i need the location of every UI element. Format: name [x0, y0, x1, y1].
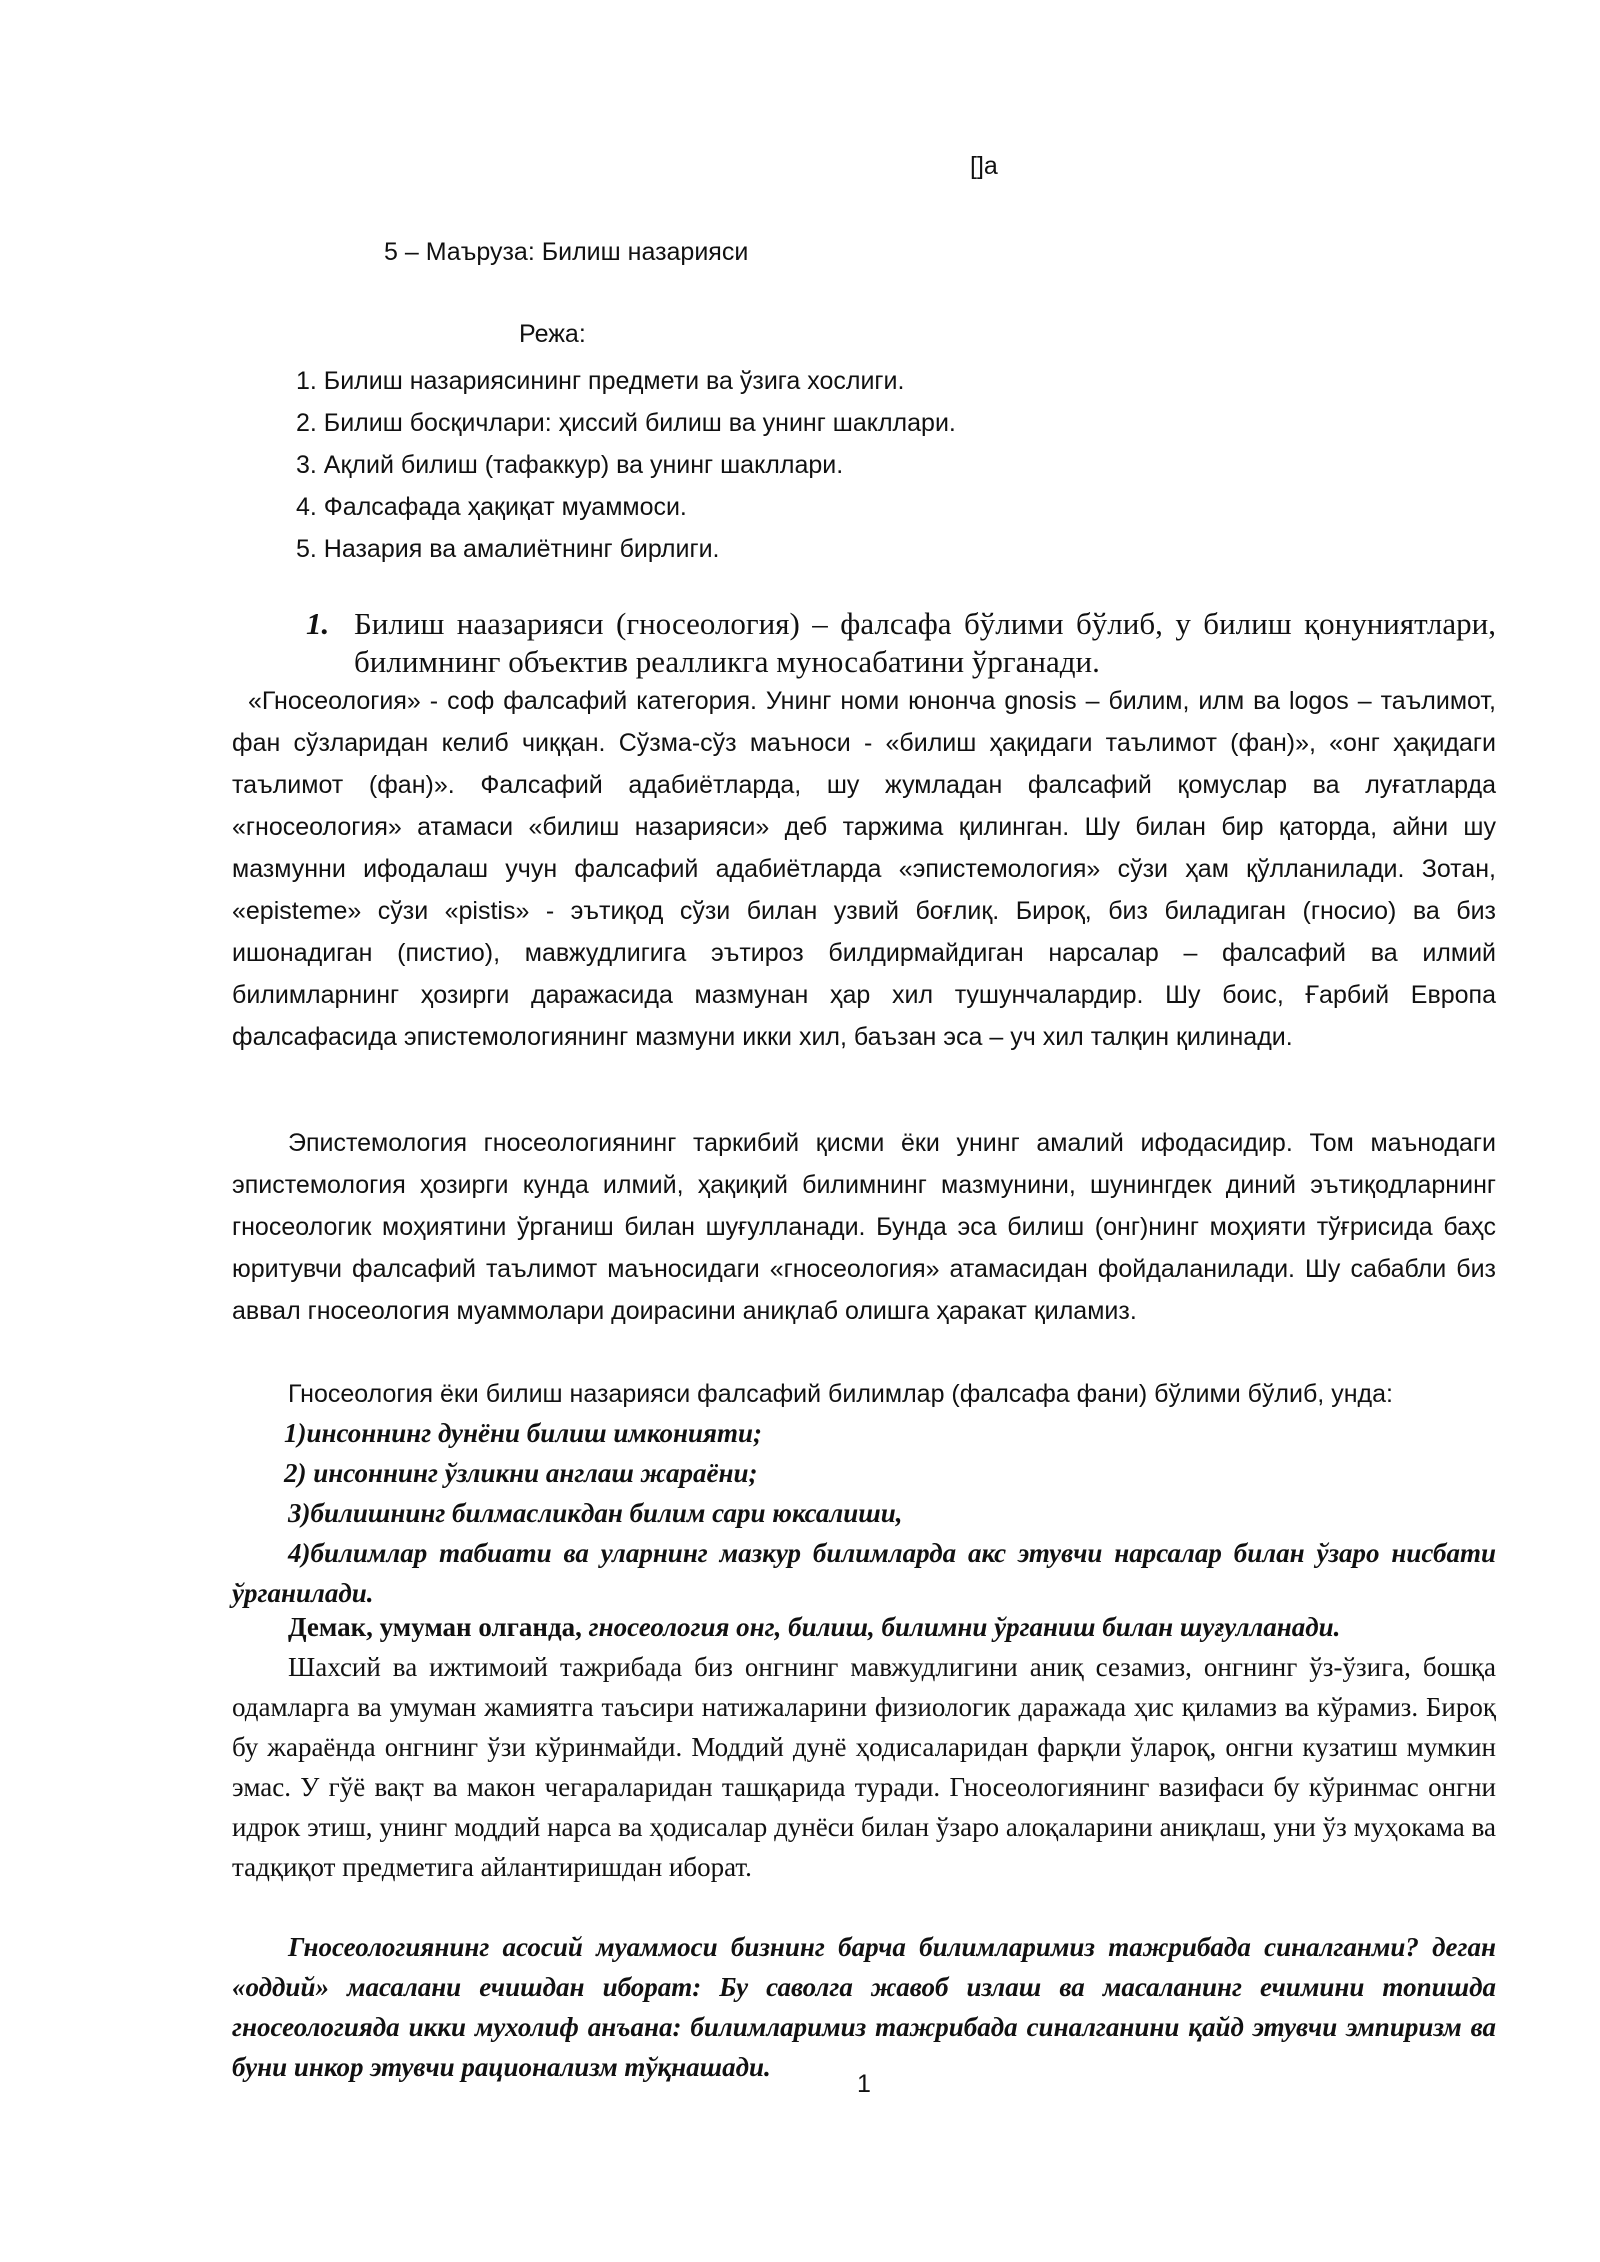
topics-list-item: 1)инсоннинг дунёни билиш имконияти;: [284, 1418, 762, 1448]
paragraph-intro-list: Гносеология ёки билиш назарияси фалсафий билимлар (фалсафа фани) бўлими бўлиб, унда:: [288, 1380, 1393, 1408]
paragraph-epistemologiya: Эпистемология гносеологиянинг таркибий қисми ёки унинг амалий ифодасидир. Том маънодаги эпистемология ҳозирги кунда илмий, ҳақиқий билимнинг мазмунини, шунингдек диний эътиқодларнинг гносеологик моҳиятини ўрганиш билан шуғулланади. Бунда эса билиш (онг)нинг моҳияти тўғрисида баҳс юритувчи фалсафий таълимот маъносидаги «гносеология» атамасидан фойдаланилади. Шу сабабли биз аввал гносеология муаммолари доирасини аниқлаб олишга ҳаракат қиламиз.: [232, 1129, 1496, 1325]
topics-list-item: 3)билишнинг билмасликдан билим сари юксалиши,: [288, 1498, 903, 1528]
section-heading-text: Билиш наазарияси (гносеология) – фалсафа бўлими бўлиб, у билиш қонуниятлари, билимнинг объектив реалликга муносабатини ўрганади.: [354, 606, 1496, 679]
plan-item: 4. Фалсафада ҳақиқат муаммоси.: [296, 493, 687, 521]
section-heading: [306, 605, 1496, 681]
paragraph-gnoseologiya: «Гносеология» - соф фалсафий категория. Унинг номи юнонча gnosis – билим, илм ва logos – таълимот, фан сўзларидан келиб чиққан. Сўзма-сўз маъноси - «билиш ҳақидаги таълимот (фан)», «онг ҳақидаги таълимот (фан)». Фалсафий адабиётларда, шу жумладан фалсафий қомуслар ва луғатларда «гносеология» атамаси «билиш назарияси» деб таржима қилинган. Шу билан бир қаторда, айни шу мазмунни ифодалаш учун фалсафий адабиётларда «эпистемология» сўзи ҳам қўлланилади. Зотан, «episteme» сўзи «pistis» - эътиқод сўзи билан узвий боғлиқ. Бироқ, биз биладиган (гносио) ва биз ишонадиган (пистио), мавжудлигига эътироз билдирмайдиган нарсалар – фалсафий ва илмий билимларнинг ҳозирги даражасида мазмунан ҳар хил тушунчалардир. Шу боис, Ғарбий Европа фалсафасида эпистемологиянинг мазмуни икки хил, баъзан эса – уч хил талқин қилинади.: [232, 687, 1496, 1051]
topics-list-item: 2) инсоннинг ўзликни англаш жараёни;: [284, 1458, 758, 1488]
plan-title: Режа:: [519, 320, 586, 348]
plan-item: 1. Билиш назариясининг предмети ва ўзига хослиги.: [296, 367, 905, 395]
paragraph-consciousness: [232, 1647, 1496, 1887]
plan-item: 2. Билиш босқичлари: ҳиссий билиш ва унинг шакллари.: [296, 409, 956, 437]
paragraph-consciousness-text: Шахсий ва ижтимоий тажрибада биз онгнинг мавжудлигини аниқ сезамиз, онгнинг ўз-ўзига, бошқа одамларга ва умуман жамиятга таъсири натижаларини физиологик даражада ҳис қиламиз ва кўрамиз. Бироқ бу жараёнда онгнинг ўзи кўринмайди. Моддий дунё ҳодисаларидан фарқли ўлароқ, онгни кузатиш мумкин эмас. У гўё вақт ва макон чегараларидан ташқарида туради. Гносеологиянинг вазифаси бу кўринмас онгни идрок этиш, унинг моддий нарса ва ҳодисалар дунёси билан ўзаро алоқаларини аниқлаш, уни ўз муҳокама ва тадқиқот предметига айлантиришдан иборат.: [232, 1652, 1496, 1882]
lecture-title: 5 – Маъруза: Билиш назарияси: [384, 238, 749, 266]
page-number: 1: [857, 2070, 871, 2098]
plan-item: 3. Ақлий билиш (тафаккур) ва унинг шакллари.: [296, 451, 844, 479]
plan-list: [296, 360, 956, 570]
header-mark: []а: [970, 152, 998, 180]
conclusion-bold: Демак, умуман олганда,: [288, 1612, 589, 1642]
conclusion-paragraph: [232, 1607, 1496, 1647]
paragraph-main-problem-text: Гносеологиянинг асосий муаммоси бизнинг барча билимларимиз тажрибада синалганми? деган «оддий» масалани ечишдан иборат: Бу саволга жавоб излаш ва масаланинг ечимини топишда гносеологияда икки мухолиф анъана: билимларимиз тажрибада синалганини қайд этувчи эмпиризм ва буни инкор этувчи рационализм тўқнашади.: [232, 1932, 1496, 2082]
conclusion-italic: гносеология онг, билиш, билимни ўрганиш билан шуғулланади.: [588, 1612, 1341, 1642]
plan-item: 5. Назария ва амалиётнинг бирлиги.: [296, 535, 720, 563]
section-number: 1.: [306, 606, 330, 641]
paragraph-main-problem: [232, 1927, 1496, 2087]
topics-list: [232, 1413, 1496, 1613]
topics-list-item: 4)билимлар табиати ва уларнинг мазкур билимларда акс этувчи нарсалар билан ўзаро нисбати ўрганилади.: [232, 1538, 1496, 1608]
